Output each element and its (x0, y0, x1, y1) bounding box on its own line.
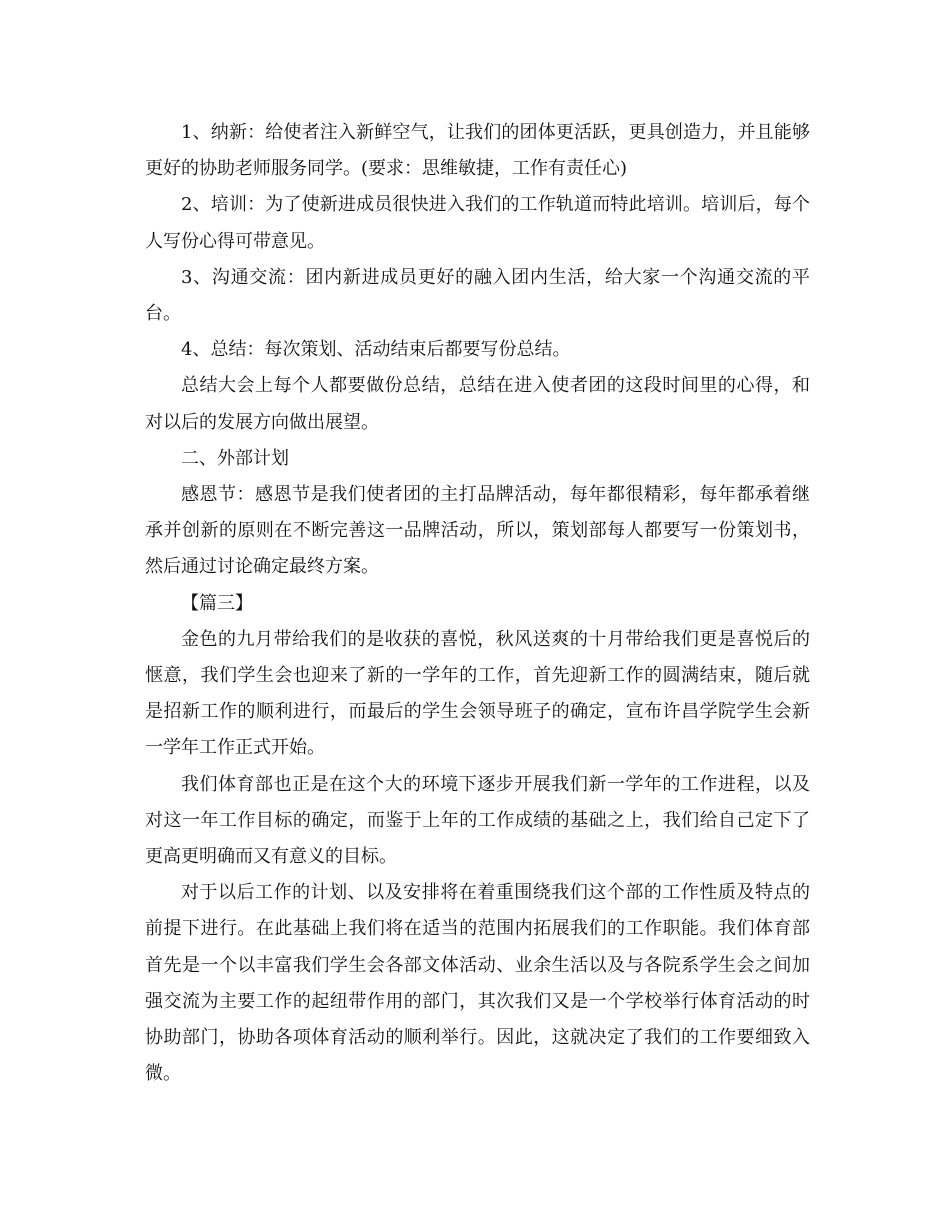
paragraph-recruit: 1、纳新：给使者注入新鲜空气，让我们的团体更活跃，更具创造力，并且能够更好的协助老师服务同学。(要求：思维敏捷，工作有责任心) (145, 122, 810, 180)
paragraph-golden-september: 金色的九月带给我们的是收获的喜悦，秋风送爽的十月带给我们更是喜悦后的惬意，我们学生会也迎来了新的一学年的工作，首先迎新工作的圆满结束，随后就是招新工作的顺利进行，而最后的学生会领导班子的确定，宣布许昌学院学生会新一学年工作正式开始。 (145, 628, 810, 759)
paragraph-thanksgiving: 感恩节：感恩节是我们使者团的主打品牌活动，每年都很精彩，每年都承着继承并创新的原则在不断完善这一品牌活动，所以，策划部每人都要写一份策划书，然后通过讨论确定最终方案。 (145, 484, 810, 578)
heading-part-three: 【篇三】 (181, 592, 253, 614)
paragraph-work-plan: 对于以后工作的计划、以及安排将在着重围绕我们这个部的工作性质及特点的前提下进行。在此基础上我们将在适当的范围内拓展我们的工作职能。我们体育部首先是一个以丰富我们学生会各部文体活动、业余生活以及与各院系学生会之间加强交流为主要工作的起纽带作用的部门，其次我们又是一个学校举行体育活动的时协助部门，协助各项体育活动的顺利举行。因此，这就决定了我们的工作要细致入微。 (145, 882, 810, 1085)
paragraph-communication: 3、沟通交流：团内新进成员更好的融入团内生活，给大家一个沟通交流的平台。 (145, 266, 810, 325)
paragraph-summary: 4、总结：每次策划、活动结束后都要写份总结。 (181, 339, 571, 361)
heading-external-plan: 二、外部计划 (181, 447, 289, 469)
document-page (145, 115, 810, 1092)
paragraph-summary-meeting: 总结大会上每个人都要做份总结，总结在进入使者团的这段时间里的心得，和对以后的发展方向做出展望。 (145, 375, 810, 433)
paragraph-training: 2、培训：为了使新进成员很快进入我们的工作轨道而特此培训。培训后，每个人写份心得可带意见。 (145, 194, 810, 252)
paragraph-sports-department: 我们体育部也正是在这个大的环境下逐步开展我们新一学年的工作进程，以及对这一年工作目标的确定，而鉴于上年的工作成绩的基础之上，我们给自己定下了更高更明确而又有意义的目标。 (145, 773, 810, 868)
